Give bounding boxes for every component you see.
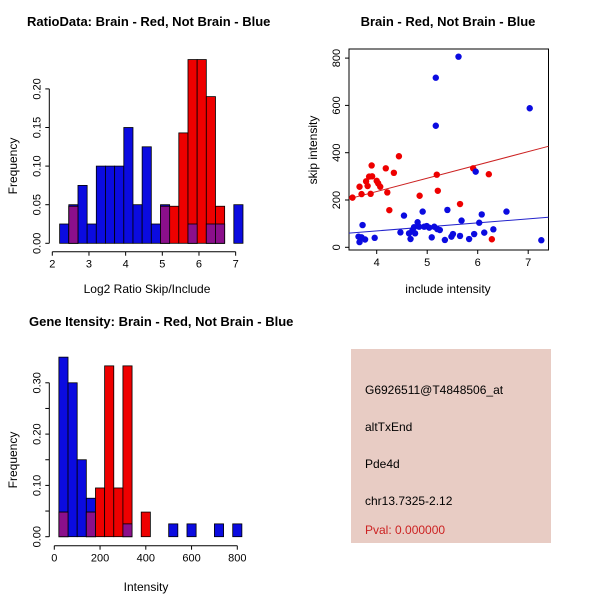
scatter-point-red <box>435 188 441 194</box>
y-tick-label: 800 <box>331 48 343 68</box>
histogram-bar-red <box>188 60 197 244</box>
info-panel <box>351 349 551 543</box>
x-tick-label: 800 <box>228 552 247 565</box>
histogram-bar-red <box>105 366 114 537</box>
scatter-point-red <box>489 236 495 242</box>
scatter-title: Brain - Red, Not Brain - Blue <box>360 14 536 29</box>
histogram-bar-blue <box>77 460 86 537</box>
x-tick-label: 200 <box>90 552 110 565</box>
ratio-histogram-title: RatioData: Brain - Red, Not Brain - Blue <box>27 14 271 29</box>
scatter-point-red <box>364 183 370 189</box>
y-tick-label: 0.15 <box>31 116 44 139</box>
fit-line-blue <box>349 217 548 233</box>
scatter-point-red <box>377 184 383 190</box>
histogram-bar-blue <box>142 147 151 244</box>
fit-line-red <box>349 146 548 199</box>
histogram-bar-blue <box>68 383 77 537</box>
info-location: chr13.7325-2.12 <box>365 494 453 508</box>
scatter-point-blue <box>407 236 413 242</box>
histogram-bar-red <box>95 488 104 537</box>
histogram-bar-purple <box>86 512 95 537</box>
y-tick-label: 0.05 <box>31 193 44 216</box>
y-tick-label: 0.20 <box>31 78 44 100</box>
scatter-point-blue <box>444 207 450 213</box>
histogram-bar-blue <box>124 128 133 244</box>
scatter-point-blue <box>490 226 496 232</box>
scatter-point-red <box>416 193 422 199</box>
scatter-point-red <box>486 171 492 177</box>
histogram-bar-purple <box>160 206 169 243</box>
histogram-bar-red <box>197 60 206 244</box>
scatter-point-red <box>384 189 390 195</box>
gene-histogram-xlabel: Intensity <box>123 580 169 594</box>
histogram-bar-blue <box>187 524 196 537</box>
scatter-point-red <box>369 173 375 179</box>
histogram-bar-blue <box>133 205 142 244</box>
scatter-point-red <box>391 170 397 176</box>
x-tick-label: 7 <box>525 257 532 269</box>
x-tick-label: 5 <box>159 258 166 271</box>
histogram-bar-purple <box>69 206 78 243</box>
scatter-point-blue <box>455 53 461 59</box>
gene-histogram-title: Gene Itensity: Brain - Red, Not Brain - Blue <box>29 314 294 329</box>
scatter-point-blue <box>472 168 478 174</box>
histogram-bar-red <box>141 512 150 537</box>
histogram-bar-blue <box>59 357 68 537</box>
histogram-bar-red <box>179 133 188 243</box>
scatter-point-blue <box>466 236 472 242</box>
x-tick-label: 4 <box>122 258 129 271</box>
info-event-type: altTxEnd <box>365 420 413 434</box>
info-pval: Pval: 0.000000 <box>365 523 446 537</box>
y-tick-label: 0.10 <box>31 474 44 497</box>
histogram-bar-blue <box>96 166 105 243</box>
scatter-point-red <box>368 162 374 168</box>
y-tick-label: 200 <box>331 190 343 210</box>
scatter-point-red <box>356 184 362 190</box>
x-tick-label: 5 <box>424 257 431 269</box>
x-tick-label: 4 <box>373 257 380 269</box>
scatter-point-blue <box>412 230 418 236</box>
x-tick-label: 2 <box>49 258 56 271</box>
histogram-bar-purple <box>188 224 197 243</box>
histogram-bar-purple <box>206 224 215 243</box>
scatter-point-blue <box>359 222 365 228</box>
x-tick-label: 600 <box>182 552 201 565</box>
x-tick-label: 6 <box>474 257 481 269</box>
scatter-point-blue <box>397 229 403 235</box>
x-tick-label: 0 <box>51 552 58 565</box>
y-tick-label: 0.00 <box>31 232 44 255</box>
scatter-point-red <box>396 153 402 159</box>
scatter-point-blue <box>442 237 448 243</box>
scatter-point-blue <box>401 212 407 218</box>
y-tick-label: 400 <box>331 143 343 162</box>
histogram-bar-blue <box>214 524 223 537</box>
scatter-ylabel: skip intensity <box>306 115 320 185</box>
scatter-point-blue <box>457 233 463 239</box>
scatter-point-blue <box>433 123 439 129</box>
scatter-point-blue <box>538 237 544 243</box>
x-tick-label: 6 <box>195 258 203 271</box>
x-tick-label: 400 <box>136 552 155 565</box>
histogram-bar-red <box>123 366 132 537</box>
histogram-bar-blue <box>87 224 96 243</box>
scatter-point-red <box>358 191 364 197</box>
scatter-point-red <box>383 165 389 171</box>
gene-histogram-ylabel: Frequency <box>6 431 20 489</box>
scatter-point-red <box>386 207 392 213</box>
x-tick-label: 7 <box>232 258 239 271</box>
y-tick-label: 0.00 <box>31 525 44 548</box>
scatter-xlabel: include intensity <box>405 282 491 296</box>
histogram-bar-blue <box>115 166 124 243</box>
scatter-point-blue <box>471 231 477 237</box>
scatter-point-blue <box>527 105 533 111</box>
scatter-point-red <box>457 201 463 207</box>
scatter-point-blue <box>450 231 456 237</box>
histogram-bar-purple <box>215 224 224 243</box>
histogram-bar-red <box>114 488 123 537</box>
scatter-point-blue <box>419 208 425 214</box>
scatter-point-blue <box>503 208 509 214</box>
histogram-bar-purple <box>123 524 132 537</box>
y-tick-label: 0.20 <box>31 423 44 445</box>
y-tick-label: 0.30 <box>31 372 44 394</box>
y-tick-label: 600 <box>331 96 343 115</box>
histogram-bar-blue <box>234 205 243 244</box>
scatter-point-blue <box>429 234 435 240</box>
histogram-bar-blue <box>78 185 87 243</box>
scatter-point-red <box>367 191 373 197</box>
scatter-point-blue <box>437 227 443 233</box>
scatter-point-blue <box>476 220 482 226</box>
scatter-point-blue <box>371 235 377 241</box>
x-tick-label: 3 <box>85 258 93 271</box>
ratio-histogram-ylabel: Frequency <box>6 137 20 195</box>
histogram-bar-blue <box>60 224 69 243</box>
scatter-point-blue <box>458 217 464 223</box>
scatter-point-blue <box>433 75 439 81</box>
y-tick-label: 0 <box>331 244 343 251</box>
scatter-point-red <box>349 194 355 200</box>
scatter-point-blue <box>481 229 487 235</box>
histogram-bar-blue <box>233 524 242 537</box>
info-probe-id: G6926511@T4848506_at <box>365 383 504 397</box>
info-gene-name: Pde4d <box>365 457 400 471</box>
scatter-point-blue <box>479 211 485 217</box>
histogram-bar-blue <box>105 166 114 243</box>
scatter-point-blue <box>362 236 368 242</box>
scatter-point-red <box>434 171 440 177</box>
histogram-bar-purple <box>59 512 68 537</box>
histogram-bar-blue <box>151 224 160 243</box>
y-tick-label: 0.10 <box>31 155 44 177</box>
histogram-bar-blue <box>169 524 178 537</box>
ratio-histogram-xlabel: Log2 Ratio Skip/Include <box>83 282 211 296</box>
histogram-bar-red <box>170 206 179 243</box>
histogram-bar-red <box>206 97 215 244</box>
